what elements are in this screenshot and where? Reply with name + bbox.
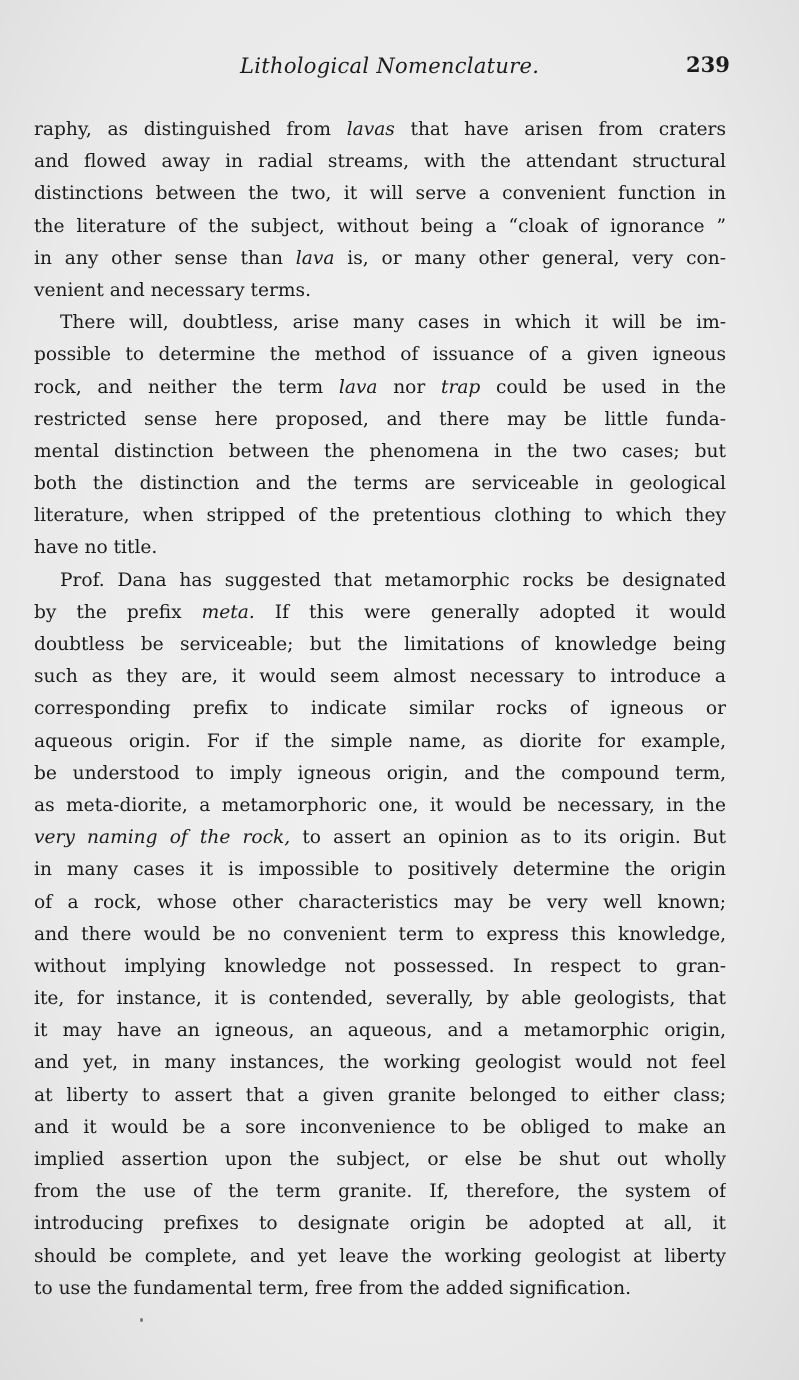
text-line (34, 565, 726, 597)
text-run: in any other sense than (34, 247, 296, 269)
text-line (34, 339, 726, 371)
text-run: as meta-diorite, a metamorphoric one, it would be necessary, in the (34, 794, 726, 816)
page-number: 239 (686, 52, 730, 77)
text-line (34, 887, 726, 919)
text-run: have no title. (34, 537, 158, 559)
text-run: Prof. Dana has suggested that metamorphic rocks be designated (60, 569, 726, 591)
text-line (34, 1241, 726, 1273)
text-line (34, 822, 726, 854)
text-run: both the distinction and the terms are serviceable in geological (34, 473, 726, 495)
text-run: to use the fundamental term, free from the added signification. (34, 1277, 632, 1299)
text-line (34, 404, 726, 436)
text-line (34, 1176, 726, 1208)
text-run: it may have an igneous, an aqueous, and a metamorphic origin, (34, 1020, 726, 1042)
text-line (34, 758, 726, 790)
text-line (34, 114, 726, 146)
text-line (34, 1015, 726, 1047)
text-run: venient and necessary terms. (34, 279, 311, 301)
text-line (34, 178, 726, 210)
text-run: aqueous origin. For if the simple name, as diorite for example, (34, 730, 726, 752)
text-line (34, 726, 726, 758)
text-line (34, 1080, 726, 1112)
text-line (34, 211, 726, 243)
text-line (34, 243, 726, 275)
text-line (34, 307, 726, 339)
text-run: distinctions between the two, it will serve a convenient function in (34, 183, 726, 205)
text-run: at liberty to assert that a given granite belonged to either class; (34, 1084, 726, 1106)
text-run: implied assertion upon the subject, or else be shut out wholly (34, 1149, 726, 1170)
text-run: such as they are, it would seem almost necessary to introduce a (34, 666, 726, 688)
text-run: doubtless be serviceable; but the limitations of knowledge being (34, 634, 726, 655)
text-run: introducing prefixes to designate origin be adopted at all, it (34, 1213, 726, 1235)
text-line (34, 1047, 726, 1079)
text-line (34, 597, 726, 629)
text-run: rock, and neither the term (34, 376, 339, 398)
text-run: of a rock, whose other characteristics may be very well known; (34, 891, 726, 913)
text-line (34, 500, 726, 532)
text-run: corresponding prefix to indicate similar rocks of igneous or (34, 698, 726, 720)
text-line (34, 1112, 726, 1144)
text-line (34, 436, 726, 468)
text-line (34, 629, 726, 661)
italic-run: very naming of the rock, (34, 827, 291, 849)
text-line (34, 468, 726, 500)
text-run: in many cases it is impossible to positively determine the origin (34, 859, 726, 881)
paragraph (34, 307, 726, 565)
italic-run: lava (338, 376, 378, 398)
text-run: the literature of the subject, without being a “cloak of ignorance ” (34, 215, 726, 237)
text-run: that have arisen from craters (394, 119, 726, 140)
text-run: possible to determine the method of issuance of a given igneous (34, 344, 726, 366)
text-line (34, 854, 726, 886)
text-line (34, 1144, 726, 1176)
italic-run: lavas (346, 119, 395, 140)
text-line (34, 790, 726, 822)
text-run: be understood to imply igneous origin, and the compound term, (34, 762, 726, 784)
text-run: should be complete, and yet leave the working geologist at liberty (34, 1245, 726, 1267)
text-run: and there would be no convenient term to express this knowledge, (34, 923, 726, 945)
text-run: to assert an opinion as to its origin. But (290, 827, 726, 849)
italic-run: meta. (201, 601, 255, 623)
text-run: and it would be a sore inconvenience to be obliged to make an (34, 1116, 726, 1138)
text-line (34, 1273, 726, 1305)
text-run: and yet, in many instances, the working geologist would not feel (34, 1052, 726, 1074)
text-run: raphy, as distinguished from (34, 119, 347, 140)
text-line (34, 1208, 726, 1240)
text-line (34, 951, 726, 983)
paragraph (34, 565, 726, 1305)
text-line (34, 275, 726, 307)
text-line (34, 983, 726, 1015)
text-run: and flowed away in radial streams, with the attendant structural (34, 151, 726, 173)
text-line (34, 919, 726, 951)
text-run: by the prefix (34, 601, 202, 623)
text-run: could be used in the (480, 376, 726, 398)
text-line (34, 532, 726, 564)
text-run: from the use of the term granite. If, therefore, the system of (34, 1181, 726, 1203)
text-line (34, 661, 726, 693)
text-run: restricted sense here proposed, and there may be little funda- (34, 408, 726, 430)
text-run: ite, for instance, it is contended, severally, by able geologists, that (34, 988, 726, 1010)
print-speck (140, 1318, 143, 1322)
text-run: If this were generally adopted it would (254, 601, 726, 623)
paragraph (34, 114, 726, 307)
italic-run: lava (295, 247, 335, 269)
text-run: There will, doubtless, arise many cases in which it will be im- (60, 312, 726, 334)
body-text (34, 114, 726, 1305)
text-line (34, 693, 726, 725)
text-run: nor (377, 376, 441, 398)
italic-run: trap (440, 376, 481, 398)
text-run: without implying knowledge not possessed. In respect to gran- (34, 955, 726, 977)
text-line (34, 372, 726, 404)
text-line (34, 146, 726, 178)
running-head: Lithological Nomenclature. (240, 54, 540, 78)
text-run: literature, when stripped of the pretentious clothing to which they (34, 505, 726, 527)
text-run: mental distinction between the phenomena in the two cases; but (34, 440, 726, 462)
text-run: is, or many other general, very con- (334, 247, 726, 269)
